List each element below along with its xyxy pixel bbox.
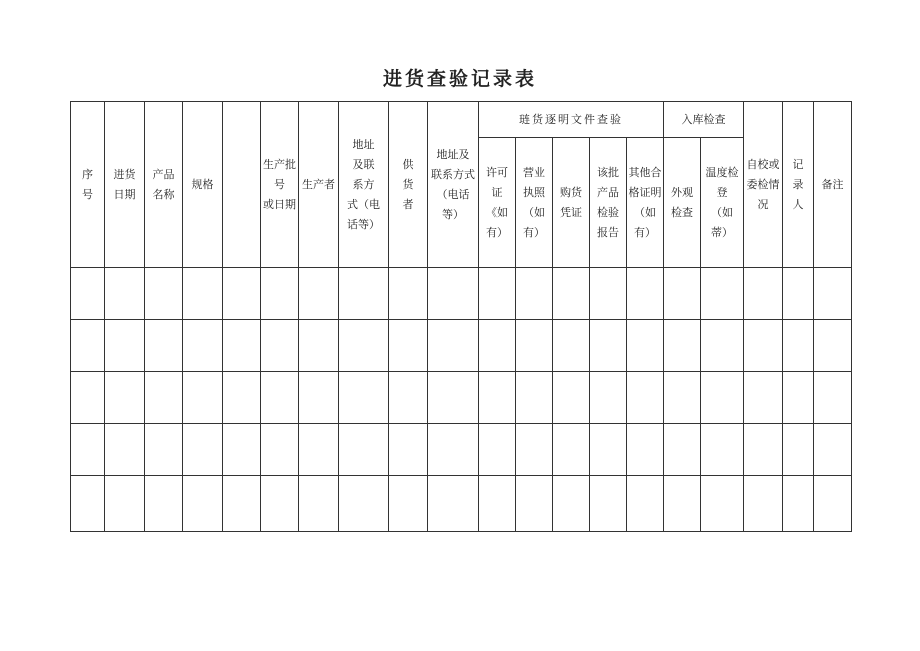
table-cell[interactable]: [105, 320, 145, 372]
table-cell[interactable]: [553, 268, 590, 320]
table-cell[interactable]: [783, 476, 814, 532]
table-cell[interactable]: [145, 320, 183, 372]
header-producer-address: 地址 及联 系方 式（电 话等）: [339, 102, 389, 268]
table-cell[interactable]: [479, 476, 516, 532]
table-cell[interactable]: [339, 320, 389, 372]
table-cell[interactable]: [71, 320, 105, 372]
table-cell[interactable]: [479, 372, 516, 424]
table-cell[interactable]: [627, 424, 664, 476]
header-supplier-address: 地址及 联系方式 （电话 等）: [428, 102, 479, 268]
table-cell[interactable]: [389, 268, 428, 320]
table-cell[interactable]: [516, 320, 553, 372]
table-cell[interactable]: [590, 476, 627, 532]
table-cell[interactable]: [299, 320, 339, 372]
table-cell[interactable]: [701, 268, 744, 320]
table-cell[interactable]: [428, 424, 479, 476]
table-cell[interactable]: [553, 476, 590, 532]
table-cell[interactable]: [744, 476, 783, 532]
table-cell[interactable]: [479, 268, 516, 320]
header-supplier: 供 货 者: [389, 102, 428, 268]
table-cell[interactable]: [223, 424, 261, 476]
table-cell[interactable]: [428, 476, 479, 532]
table-cell[interactable]: [627, 476, 664, 532]
header-business-license: 营业 执照 （如 有）: [516, 138, 553, 268]
header-other-certificate: 其他合 格证明 （如 有）: [627, 138, 664, 268]
table-cell[interactable]: [744, 424, 783, 476]
table-cell[interactable]: [783, 372, 814, 424]
table-cell[interactable]: [299, 268, 339, 320]
header-producer: 生产者: [299, 102, 339, 268]
header-product-name: 产品 名称: [145, 102, 183, 268]
table-cell[interactable]: [261, 268, 299, 320]
table-cell[interactable]: [516, 268, 553, 320]
table-cell[interactable]: [701, 476, 744, 532]
table-cell[interactable]: [145, 268, 183, 320]
table-row: [71, 268, 852, 320]
table-cell[interactable]: [664, 476, 701, 532]
table-cell[interactable]: [223, 476, 261, 532]
table-cell[interactable]: [105, 424, 145, 476]
header-remarks: 备注: [814, 102, 852, 268]
table-row: [71, 476, 852, 532]
table-cell[interactable]: [428, 268, 479, 320]
table-cell[interactable]: [339, 268, 389, 320]
table-cell[interactable]: [627, 372, 664, 424]
header-purchase-date: 进货 日期: [105, 102, 145, 268]
table-cell[interactable]: [71, 424, 105, 476]
table-cell[interactable]: [339, 476, 389, 532]
table-cell[interactable]: [145, 372, 183, 424]
header-docs-group: 琏货逐明文件查验: [479, 102, 664, 138]
table-cell[interactable]: [516, 424, 553, 476]
table-cell[interactable]: [553, 372, 590, 424]
table-cell[interactable]: [783, 268, 814, 320]
table-cell[interactable]: [701, 372, 744, 424]
table-cell[interactable]: [183, 424, 223, 476]
header-inspection-report: 该批 产品 检验 报告: [590, 138, 627, 268]
table-cell[interactable]: [590, 268, 627, 320]
table-cell[interactable]: [744, 372, 783, 424]
table-cell[interactable]: [664, 372, 701, 424]
header-self-check: 自校或 委检情 况: [744, 102, 783, 268]
table-cell[interactable]: [183, 320, 223, 372]
table-cell[interactable]: [590, 320, 627, 372]
table-cell[interactable]: [553, 424, 590, 476]
table-row: [71, 372, 852, 424]
table-cell[interactable]: [553, 320, 590, 372]
table-cell[interactable]: [744, 320, 783, 372]
table-cell[interactable]: [783, 320, 814, 372]
table-cell[interactable]: [105, 268, 145, 320]
table-cell[interactable]: [627, 268, 664, 320]
table-cell[interactable]: [516, 372, 553, 424]
table-cell[interactable]: [145, 476, 183, 532]
table-cell[interactable]: [339, 424, 389, 476]
table-cell[interactable]: [183, 372, 223, 424]
table-cell[interactable]: [299, 424, 339, 476]
header-batch-date: 生产批 号 或日期: [261, 102, 299, 268]
header-purchase-voucher: 购货 凭证: [553, 138, 590, 268]
table-cell[interactable]: [389, 372, 428, 424]
table-cell[interactable]: [814, 268, 852, 320]
header-temperature-check: 温度检 登 （如 蒂）: [701, 138, 744, 268]
table-cell[interactable]: [261, 372, 299, 424]
table-cell[interactable]: [814, 476, 852, 532]
header-recorder: 记 录 人: [783, 102, 814, 268]
table-cell[interactable]: [339, 372, 389, 424]
table-cell[interactable]: [664, 320, 701, 372]
table-cell[interactable]: [223, 320, 261, 372]
table-cell[interactable]: [71, 268, 105, 320]
table-cell[interactable]: [389, 476, 428, 532]
header-seq: 序 号: [71, 102, 105, 268]
header-storage-group: 入库检查: [664, 102, 744, 138]
table-cell[interactable]: [627, 320, 664, 372]
table-cell[interactable]: [223, 372, 261, 424]
table-cell[interactable]: [516, 476, 553, 532]
table-cell[interactable]: [261, 476, 299, 532]
table-cell[interactable]: [261, 424, 299, 476]
table-cell[interactable]: [299, 476, 339, 532]
table-cell[interactable]: [701, 320, 744, 372]
table-cell[interactable]: [71, 372, 105, 424]
table-cell[interactable]: [223, 268, 261, 320]
table-cell[interactable]: [783, 424, 814, 476]
table-cell[interactable]: [814, 424, 852, 476]
table-cell[interactable]: [389, 320, 428, 372]
table-cell[interactable]: [71, 476, 105, 532]
table-cell[interactable]: [105, 372, 145, 424]
header-spec: 规格: [183, 102, 223, 268]
table-row: [71, 320, 852, 372]
table-cell[interactable]: [183, 268, 223, 320]
header-license: 许可 证 《如 有）: [479, 138, 516, 268]
header-spacer: [223, 102, 261, 268]
table-cell[interactable]: [814, 320, 852, 372]
table-cell[interactable]: [664, 424, 701, 476]
table-cell[interactable]: [701, 424, 744, 476]
table-cell[interactable]: [145, 424, 183, 476]
table-cell[interactable]: [183, 476, 223, 532]
table-cell[interactable]: [105, 476, 145, 532]
header-appearance-check: 外观 检查: [664, 138, 701, 268]
inspection-record-table: [70, 101, 852, 532]
table-cell[interactable]: [428, 320, 479, 372]
page-title: 进货查验记录表: [382, 68, 537, 90]
table-cell[interactable]: [479, 424, 516, 476]
table-cell[interactable]: [299, 372, 339, 424]
table-cell[interactable]: [590, 424, 627, 476]
table-cell[interactable]: [479, 320, 516, 372]
table-cell[interactable]: [744, 268, 783, 320]
table-cell[interactable]: [428, 372, 479, 424]
table-cell[interactable]: [664, 268, 701, 320]
table-cell[interactable]: [261, 320, 299, 372]
table-cell[interactable]: [389, 424, 428, 476]
table-cell[interactable]: [814, 372, 852, 424]
table-row: [71, 424, 852, 476]
table-cell[interactable]: [590, 372, 627, 424]
